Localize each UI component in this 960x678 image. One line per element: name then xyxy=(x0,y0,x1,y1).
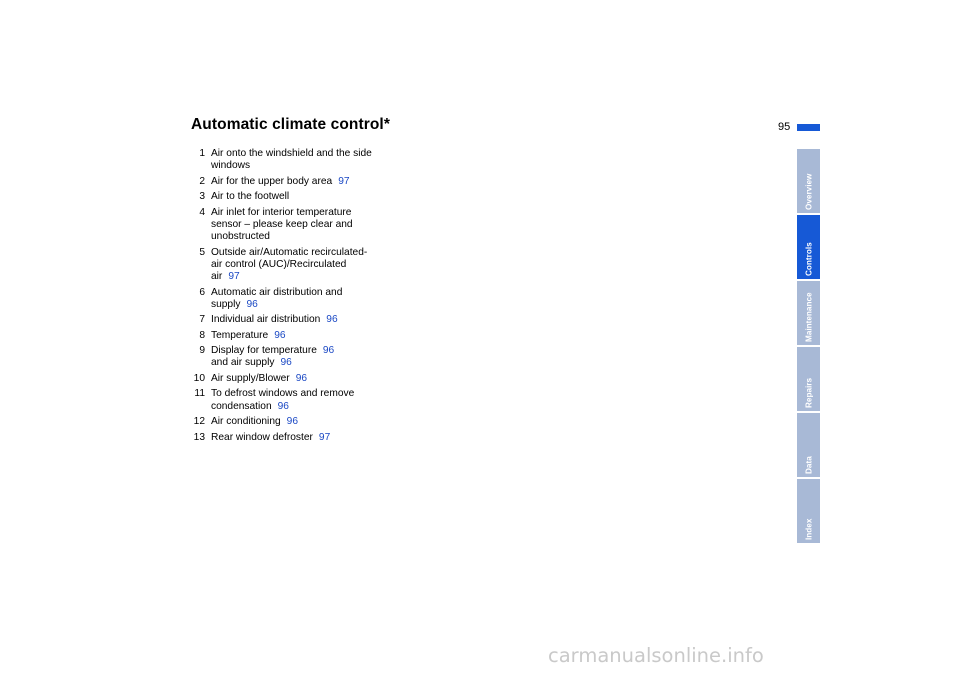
legend-item xyxy=(188,148,403,172)
legend-number: 10 xyxy=(193,372,205,384)
legend-text xyxy=(211,247,403,284)
watermark: carmanualsonline.info xyxy=(548,644,764,667)
legend-text xyxy=(211,432,403,444)
legend-text-content: Air for the upper body area xyxy=(211,175,333,187)
legend-item xyxy=(188,176,403,188)
legend-text xyxy=(211,345,403,369)
page-title: Automatic climate control* xyxy=(191,116,390,133)
page-reference-link[interactable]: 97 xyxy=(338,175,350,187)
page-reference-link[interactable]: 96 xyxy=(286,416,298,428)
page-marker xyxy=(797,124,820,131)
page-reference-link[interactable]: 96 xyxy=(274,329,286,341)
legend-text xyxy=(211,287,403,311)
tab-data[interactable] xyxy=(797,413,820,477)
legend-number: 4 xyxy=(199,206,205,218)
legend-text-content: Rear window defroster xyxy=(211,431,313,443)
legend-text-content: Air to the footwell xyxy=(211,191,290,203)
legend-text xyxy=(211,148,403,172)
legend-text xyxy=(211,388,403,412)
page-reference-link[interactable]: 97 xyxy=(318,431,331,443)
legend-item xyxy=(188,314,403,326)
tab-maintenance[interactable] xyxy=(797,281,820,345)
tab-label: Controls xyxy=(804,242,813,276)
tab-repairs[interactable] xyxy=(797,347,820,411)
legend-number: 1 xyxy=(199,148,205,159)
legend-text-content: Outside air/Automatic recirculated- air control (AUC)/Recirculated air xyxy=(211,246,368,283)
legend-text-content: Air conditioning xyxy=(211,416,281,428)
page-reference-link[interactable]: 96 xyxy=(277,400,289,412)
legend-number: 5 xyxy=(199,246,205,258)
tab-label: Maintenance xyxy=(804,292,813,342)
page-reference-link[interactable]: 97 xyxy=(228,271,240,283)
tab-controls[interactable] xyxy=(797,215,820,279)
page-reference-link[interactable]: 96 xyxy=(295,372,308,384)
tab-label: Index xyxy=(804,518,813,540)
legend-text-line: Display for temperature xyxy=(211,345,317,357)
legend-text xyxy=(211,176,403,188)
legend-item xyxy=(188,373,403,385)
legend-text xyxy=(211,207,403,244)
legend-number: 12 xyxy=(193,416,205,428)
tab-label: Data xyxy=(804,456,813,474)
tab-label: Overview xyxy=(804,173,813,210)
legend-item xyxy=(188,330,403,342)
legend-text xyxy=(211,191,403,203)
legend-text-content: Air onto the windshield and the side windows xyxy=(211,148,372,172)
legend-text-content: To defrost windows and remove condensation xyxy=(211,388,355,412)
legend-number: 7 xyxy=(199,314,205,326)
legend-text xyxy=(211,373,403,385)
legend-item xyxy=(188,207,403,244)
legend-item xyxy=(188,247,403,284)
page-reference-link[interactable]: 96 xyxy=(322,345,335,357)
legend-text-line: and air supply xyxy=(211,357,275,369)
tab-index[interactable] xyxy=(797,479,820,543)
legend-text-content: Air supply/Blower xyxy=(211,372,290,384)
legend-number: 3 xyxy=(199,191,205,203)
legend-item xyxy=(188,416,403,428)
page-reference-link[interactable]: 96 xyxy=(246,298,258,310)
tab-overview[interactable] xyxy=(797,149,820,213)
legend-text-content: Automatic air distribution and supply xyxy=(211,286,343,310)
page-number: 95 xyxy=(778,121,791,133)
legend-number: 6 xyxy=(199,286,205,298)
legend-number: 9 xyxy=(199,345,205,357)
legend-text-content: Individual air distribution xyxy=(211,314,321,326)
legend-number: 13 xyxy=(193,431,205,443)
section-tabs xyxy=(797,149,820,544)
legend-text-content: Air inlet for interior temperature sensor – please keep clear and unobstructed xyxy=(211,206,353,243)
legend-number: 11 xyxy=(194,388,205,400)
legend-text xyxy=(211,314,403,326)
legend-item xyxy=(188,287,403,311)
legend-number: 8 xyxy=(199,329,205,341)
legend-item xyxy=(188,388,403,412)
legend-list xyxy=(188,148,403,447)
legend-item xyxy=(188,432,403,444)
legend-text-content: Temperature xyxy=(211,329,269,341)
tab-label: Repairs xyxy=(804,377,813,408)
legend-text xyxy=(211,330,403,342)
legend-item xyxy=(188,191,403,203)
legend-text xyxy=(211,416,403,428)
legend-item xyxy=(188,345,403,369)
page-reference-link[interactable]: 96 xyxy=(326,314,338,326)
legend-number: 2 xyxy=(199,175,205,187)
page-reference-link[interactable]: 96 xyxy=(280,357,292,369)
